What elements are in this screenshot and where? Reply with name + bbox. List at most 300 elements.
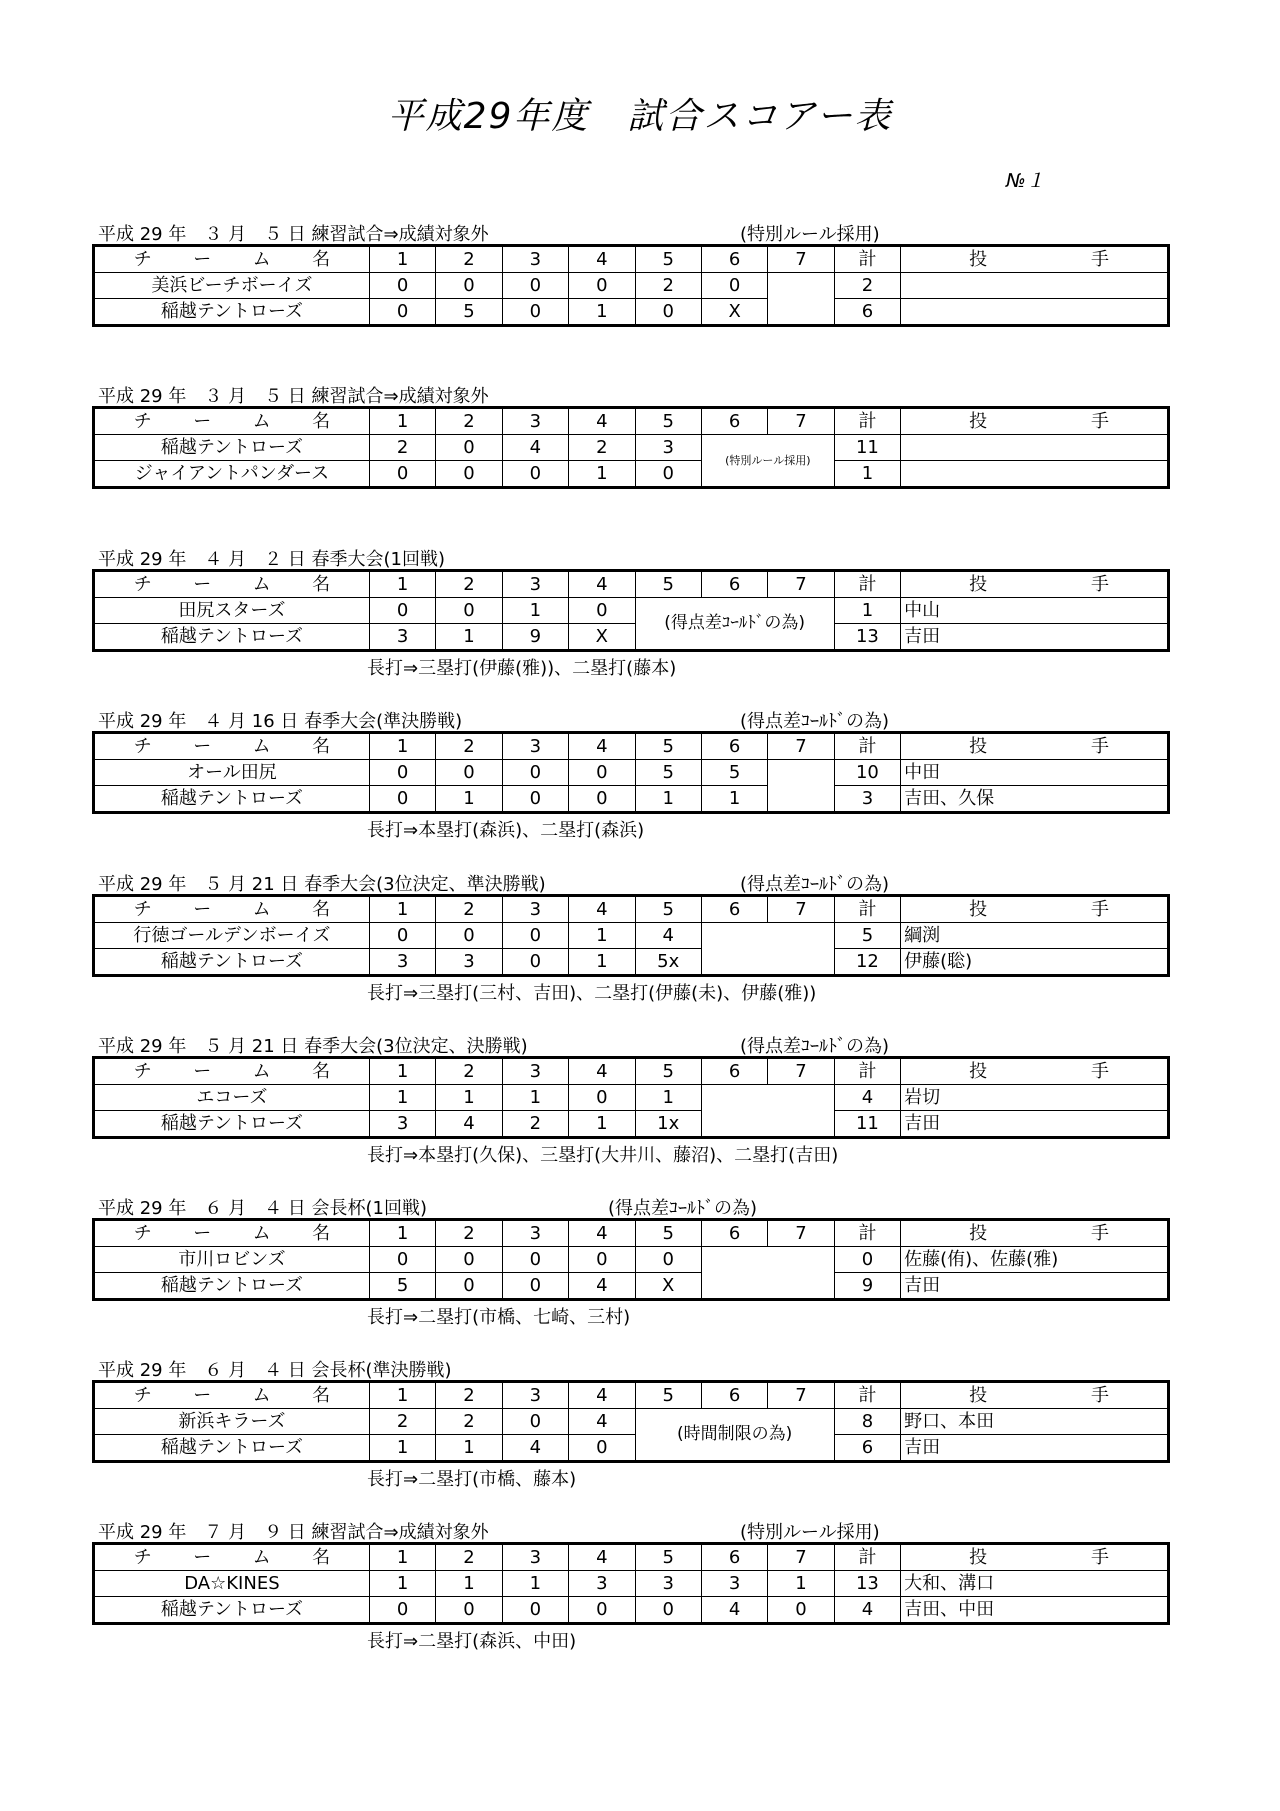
inning-header: 3 (502, 733, 568, 760)
inning-header: 1 (369, 246, 435, 273)
pitcher-header: 投 手 (901, 896, 1169, 923)
inning-score: 0 (569, 1597, 635, 1624)
inning-score: 1 (436, 786, 502, 813)
inning-score: 1 (436, 1571, 502, 1597)
pitcher-name: 吉田 (901, 1111, 1169, 1138)
total-header: 計 (834, 1058, 900, 1085)
header-row (94, 1058, 1169, 1085)
inning-header: 2 (436, 408, 502, 435)
team-name: 稲越テントローズ (94, 1273, 370, 1300)
inning-header: 6 (701, 1382, 767, 1409)
inning-score: 1 (436, 1435, 502, 1462)
inning-score: 1 (369, 1435, 435, 1462)
inning-score: 3 (436, 949, 502, 976)
inning-score: 0 (502, 1597, 568, 1624)
score-table (92, 244, 1170, 327)
inning-header: 4 (569, 571, 635, 598)
inning-score: 0 (369, 760, 435, 786)
extra-base-hits: 長打⇒本塁打(森浜)、二塁打(森浜) (367, 820, 645, 841)
inning-score: X (701, 299, 767, 326)
inning-score: 1 (369, 1085, 435, 1111)
inning-header: 3 (502, 1058, 568, 1085)
extra-base-hits: 長打⇒本塁打(久保)、三塁打(大井川、藤沼)、二塁打(吉田) (367, 1145, 839, 1166)
extra-base-hits: 長打⇒三塁打(三村、吉田)、二塁打(伊藤(未)、伊藤(雅)) (367, 983, 817, 1004)
extra-base-hits: 長打⇒二塁打(市橋、藤本) (367, 1469, 577, 1490)
inning-header: 4 (569, 733, 635, 760)
inning-header: 7 (768, 1220, 834, 1247)
total-header: 計 (834, 733, 900, 760)
inning-score: 0 (436, 273, 502, 299)
pitcher-header: 投 手 (901, 1544, 1169, 1571)
team-name: 稲越テントローズ (94, 1111, 370, 1138)
total-score: 5 (834, 923, 900, 949)
pitcher-name: 中山 (901, 598, 1169, 624)
total-score: 3 (834, 786, 900, 813)
team-row (94, 598, 1169, 624)
total-score: 1 (834, 461, 900, 488)
total-score: 4 (834, 1085, 900, 1111)
inning-score: 4 (502, 435, 568, 461)
game-block (92, 1030, 1170, 1165)
score-table (92, 731, 1170, 814)
inning-header: 2 (436, 1058, 502, 1085)
team-row (94, 949, 1169, 976)
inning-header: 2 (436, 896, 502, 923)
inning-score: 2 (569, 435, 635, 461)
inning-score: 0 (369, 299, 435, 326)
team-row (94, 760, 1169, 786)
team-header: チ ー ム 名 (94, 571, 370, 598)
team-row (94, 461, 1169, 488)
merged-note (701, 1085, 834, 1138)
game-note: (得点差ｺｰﾙﾄﾞの為) (740, 1036, 890, 1057)
inning-header: 6 (701, 733, 767, 760)
score-table (92, 406, 1170, 489)
inning-header: 3 (502, 408, 568, 435)
inning-score: 3 (635, 1571, 701, 1597)
inning-header: 4 (569, 408, 635, 435)
inning-score: 0 (569, 786, 635, 813)
inning-header: 1 (369, 1544, 435, 1571)
inning-header: 5 (635, 733, 701, 760)
inning-header: 1 (369, 408, 435, 435)
team-row (94, 1409, 1169, 1435)
pitcher-name: 野口、本田 (901, 1409, 1169, 1435)
pitcher-name: 綱渕 (901, 923, 1169, 949)
inning-header: 6 (701, 1220, 767, 1247)
inning-score: 0 (502, 1273, 568, 1300)
inning-header: 5 (635, 408, 701, 435)
pitcher-name: 吉田 (901, 1273, 1169, 1300)
score-table (92, 569, 1170, 652)
inning-score: 0 (436, 461, 502, 488)
inning-score: 0 (436, 1597, 502, 1624)
total-score: 11 (834, 1111, 900, 1138)
page-title: 平成29年度 試合スコアー表 (387, 96, 893, 137)
pitcher-name: 岩切 (901, 1085, 1169, 1111)
inning-score: 0 (502, 461, 568, 488)
header-row (94, 1220, 1169, 1247)
inning-score: 1 (502, 1085, 568, 1111)
inning-score: 2 (436, 1409, 502, 1435)
game-date-event: 平成 29 年 ６ 月 ４ 日 会長杯(1回戦) (98, 1198, 428, 1219)
merged-note (701, 1247, 834, 1300)
inning-score: 0 (569, 598, 635, 624)
extra-base-hits: 長打⇒三塁打(伊藤(雅))、二塁打(藤本) (367, 658, 677, 679)
inning-header: 2 (436, 246, 502, 273)
game-block (92, 543, 1170, 678)
game-header (92, 1516, 1170, 1542)
inning-score: 1 (701, 786, 767, 813)
inning-score: 4 (635, 923, 701, 949)
inning-header: 5 (635, 1220, 701, 1247)
team-header: チ ー ム 名 (94, 1220, 370, 1247)
header-row (94, 408, 1169, 435)
inning-score: 2 (635, 273, 701, 299)
team-name: 稲越テントローズ (94, 1435, 370, 1462)
team-name: DA☆KINES (94, 1571, 370, 1597)
inning-header: 7 (768, 896, 834, 923)
inning-score: 0 (635, 461, 701, 488)
inning-score: 1x (635, 1111, 701, 1138)
total-score: 10 (834, 760, 900, 786)
pitcher-name: 吉田 (901, 624, 1169, 651)
inning-score: 5 (369, 1273, 435, 1300)
team-row (94, 435, 1169, 461)
inning-header: 3 (502, 1382, 568, 1409)
pitcher-header: 投 手 (901, 1220, 1169, 1247)
total-score: 12 (834, 949, 900, 976)
inning-score: 1 (569, 461, 635, 488)
pitcher-name (901, 299, 1169, 326)
game-date-event: 平成 29 年 ３ 月 ５ 日 練習試合⇒成績対象外 (98, 386, 489, 407)
team-name: 稲越テントローズ (94, 1597, 370, 1624)
team-name: 田尻スターズ (94, 598, 370, 624)
game-block (92, 218, 1170, 327)
game-header (92, 380, 1170, 406)
page-number: №１ (1006, 170, 1045, 192)
pitcher-name (901, 461, 1169, 488)
game-note: (得点差ｺｰﾙﾄﾞの為) (740, 711, 890, 732)
inning-header: 3 (502, 1220, 568, 1247)
inning-score: 0 (569, 760, 635, 786)
inning-score: 1 (768, 1571, 834, 1597)
inning-score: 0 (502, 1247, 568, 1273)
inning-score: 5 (436, 299, 502, 326)
inning-header: 7 (768, 1382, 834, 1409)
team-row (94, 1273, 1169, 1300)
inning-score: 0 (369, 598, 435, 624)
game-block (92, 1192, 1170, 1327)
team-row (94, 923, 1169, 949)
total-score: 4 (834, 1597, 900, 1624)
inning-score: 4 (502, 1435, 568, 1462)
pitcher-name: 佐藤(侑)、佐藤(雅) (901, 1247, 1169, 1273)
inning-header: 3 (502, 896, 568, 923)
inning-score: 0 (569, 273, 635, 299)
game-date-event: 平成 29 年 ５ 月 21 日 春季大会(3位決定、準決勝戦) (98, 874, 546, 895)
inning-score: 1 (635, 786, 701, 813)
inning-score: 1 (369, 1571, 435, 1597)
inning-score: 0 (436, 435, 502, 461)
inning-header: 4 (569, 1058, 635, 1085)
team-header: チ ー ム 名 (94, 408, 370, 435)
inning-score: 0 (369, 923, 435, 949)
header-row (94, 246, 1169, 273)
total-score: 11 (834, 435, 900, 461)
score-table (92, 1056, 1170, 1139)
total-score: 6 (834, 1435, 900, 1462)
game-header (92, 1030, 1170, 1056)
team-row (94, 1111, 1169, 1138)
inning-score: 0 (569, 1247, 635, 1273)
pitcher-name: 大和、溝口 (901, 1571, 1169, 1597)
inning-header: 2 (436, 733, 502, 760)
inning-header: 6 (701, 246, 767, 273)
inning-score: 5x (635, 949, 701, 976)
inning-header: 1 (369, 1220, 435, 1247)
team-name: 稲越テントローズ (94, 786, 370, 813)
team-header: チ ー ム 名 (94, 1382, 370, 1409)
team-name: 稲越テントローズ (94, 624, 370, 651)
game-block (92, 1516, 1170, 1651)
team-row (94, 1085, 1169, 1111)
inning-score: 5 (701, 760, 767, 786)
inning-header: 6 (701, 1544, 767, 1571)
inning-score: 3 (569, 1571, 635, 1597)
inning-header: 5 (635, 571, 701, 598)
team-header: チ ー ム 名 (94, 246, 370, 273)
inning-header: 4 (569, 896, 635, 923)
total-header: 計 (834, 1544, 900, 1571)
total-header: 計 (834, 1220, 900, 1247)
pitcher-header: 投 手 (901, 1058, 1169, 1085)
inning-header: 7 (768, 733, 834, 760)
pitcher-name (901, 435, 1169, 461)
extra-base-hits: 長打⇒二塁打(森浜、中田) (367, 1631, 577, 1652)
team-name: 新浜キラーズ (94, 1409, 370, 1435)
merged-note (701, 923, 834, 976)
total-score: 1 (834, 598, 900, 624)
inning-score: 0 (569, 1085, 635, 1111)
team-header: チ ー ム 名 (94, 733, 370, 760)
total-score: 0 (834, 1247, 900, 1273)
inning-score: 1 (569, 299, 635, 326)
team-row (94, 1571, 1169, 1597)
inning-score: 1 (436, 1085, 502, 1111)
team-row (94, 1597, 1169, 1624)
inning-score: 3 (369, 949, 435, 976)
game-date-event: 平成 29 年 ３ 月 ５ 日 練習試合⇒成績対象外 (98, 224, 489, 245)
inning-header: 5 (635, 896, 701, 923)
inning-score: X (635, 1273, 701, 1300)
inning-score: 1 (436, 624, 502, 651)
inning-score: 2 (369, 435, 435, 461)
inning-score: 0 (436, 1247, 502, 1273)
inning-score: 0 (569, 1435, 635, 1462)
inning-score: 0 (502, 923, 568, 949)
pitcher-name: 吉田、久保 (901, 786, 1169, 813)
team-row (94, 1247, 1169, 1273)
total-score: 13 (834, 624, 900, 651)
pitcher-name: 吉田、中田 (901, 1597, 1169, 1624)
inning-score: 0 (502, 299, 568, 326)
inning-score: 3 (369, 624, 435, 651)
inning-score: 4 (436, 1111, 502, 1138)
inning-header: 3 (502, 571, 568, 598)
header-row (94, 733, 1169, 760)
game-date-event: 平成 29 年 ４ 月 ２ 日 春季大会(1回戦) (98, 549, 446, 570)
inning-header: 2 (436, 1382, 502, 1409)
team-row (94, 273, 1169, 299)
total-score: 13 (834, 1571, 900, 1597)
inning-score: 4 (701, 1597, 767, 1624)
game-note: (得点差ｺｰﾙﾄﾞの為) (608, 1198, 758, 1219)
inning-score: 1 (502, 598, 568, 624)
inning-header: 6 (701, 1058, 767, 1085)
inning-score: 0 (502, 1409, 568, 1435)
inning-score: 3 (369, 1111, 435, 1138)
total-score: 6 (834, 299, 900, 326)
team-header: チ ー ム 名 (94, 1544, 370, 1571)
total-score: 9 (834, 1273, 900, 1300)
inning-score: 1 (635, 1085, 701, 1111)
game-block (92, 705, 1170, 840)
game-note: (特別ルール採用) (740, 1522, 880, 1543)
merged-note: (時間制限の為) (635, 1409, 834, 1462)
team-name: 市川ロビンズ (94, 1247, 370, 1273)
inning-header: 4 (569, 1382, 635, 1409)
inning-header: 1 (369, 896, 435, 923)
inning-header: 7 (768, 571, 834, 598)
inning-score: 2 (369, 1409, 435, 1435)
game-header (92, 868, 1170, 894)
pitcher-name: 中田 (901, 760, 1169, 786)
score-table (92, 894, 1170, 977)
inning-score: 1 (569, 1111, 635, 1138)
inning-header: 5 (635, 1058, 701, 1085)
game-block (92, 380, 1170, 489)
team-header: チ ー ム 名 (94, 896, 370, 923)
score-table (92, 1380, 1170, 1463)
game-date-event: 平成 29 年 ５ 月 21 日 春季大会(3位決定、決勝戦) (98, 1036, 528, 1057)
inning-score: 3 (635, 435, 701, 461)
inning-score: 0 (635, 1247, 701, 1273)
inning-header: 5 (635, 246, 701, 273)
inning-header: 7 (768, 408, 834, 435)
inning-header: 1 (369, 1058, 435, 1085)
inning-score: 0 (436, 1273, 502, 1300)
game-header (92, 218, 1170, 244)
team-header: チ ー ム 名 (94, 1058, 370, 1085)
inning-score: 0 (436, 598, 502, 624)
game-header (92, 705, 1170, 731)
total-header: 計 (834, 408, 900, 435)
total-score: 8 (834, 1409, 900, 1435)
team-name: 美浜ビーチボーイズ (94, 273, 370, 299)
inning-score: 0 (635, 1597, 701, 1624)
inning-score: 3 (701, 1571, 767, 1597)
inning-score: 5 (635, 760, 701, 786)
header-row (94, 1544, 1169, 1571)
game-header (92, 1192, 1170, 1218)
team-name: 行徳ゴールデンボーイズ (94, 923, 370, 949)
inning-score: 0 (502, 949, 568, 976)
inning-score: 0 (369, 273, 435, 299)
inning-score: 0 (436, 760, 502, 786)
inning-header: 4 (569, 1220, 635, 1247)
inning-header: 6 (701, 571, 767, 598)
game-header (92, 1354, 1170, 1380)
score-table (92, 1542, 1170, 1625)
inning-score: 0 (635, 299, 701, 326)
inning-header: 4 (569, 1544, 635, 1571)
header-row (94, 571, 1169, 598)
game-note: (特別ルール採用) (740, 224, 880, 245)
game-block (92, 1354, 1170, 1489)
inning-header: 2 (436, 571, 502, 598)
inning-header: 7 (768, 246, 834, 273)
score-table (92, 1218, 1170, 1301)
inning-header: 5 (635, 1382, 701, 1409)
inning-score: 4 (569, 1409, 635, 1435)
pitcher-header: 投 手 (901, 571, 1169, 598)
team-row (94, 299, 1169, 326)
inning-score: 9 (502, 624, 568, 651)
inning-score: 0 (369, 1597, 435, 1624)
pitcher-header: 投 手 (901, 1382, 1169, 1409)
game-date-event: 平成 29 年 ４ 月 16 日 春季大会(準決勝戦) (98, 711, 463, 732)
pitcher-name: 吉田 (901, 1435, 1169, 1462)
inning-header: 7 (768, 1544, 834, 1571)
inning-header: 1 (369, 733, 435, 760)
inning-score: 0 (502, 760, 568, 786)
game-date-event: 平成 29 年 ７ 月 ９ 日 練習試合⇒成績対象外 (98, 1522, 489, 1543)
team-name: 稲越テントローズ (94, 949, 370, 976)
inning-header: 2 (436, 1544, 502, 1571)
game-block (92, 868, 1170, 1003)
total-header: 計 (834, 246, 900, 273)
inning-score: 1 (569, 923, 635, 949)
merged-note: (得点差ｺｰﾙﾄﾞの為) (635, 598, 834, 651)
inning-header: 1 (369, 571, 435, 598)
total-score: 2 (834, 273, 900, 299)
inning-score: 1 (569, 949, 635, 976)
inning-score: 0 (502, 786, 568, 813)
inning-header: 1 (369, 1382, 435, 1409)
inning-header: 3 (502, 246, 568, 273)
inning-blank (768, 273, 834, 326)
team-name: エコーズ (94, 1085, 370, 1111)
pitcher-name (901, 273, 1169, 299)
inning-header: 2 (436, 1220, 502, 1247)
team-row (94, 624, 1169, 651)
inning-header: 6 (701, 408, 767, 435)
team-row (94, 786, 1169, 813)
inning-blank (768, 760, 834, 813)
team-name: 稲越テントローズ (94, 299, 370, 326)
pitcher-header: 投 手 (901, 246, 1169, 273)
inning-score: 1 (502, 1571, 568, 1597)
pitcher-header: 投 手 (901, 408, 1169, 435)
team-name: 稲越テントローズ (94, 435, 370, 461)
inning-score: 0 (701, 273, 767, 299)
total-header: 計 (834, 1382, 900, 1409)
extra-base-hits: 長打⇒二塁打(市橋、七崎、三村) (367, 1307, 631, 1328)
merged-note: (特別ルール採用) (701, 435, 834, 488)
team-name: ジャイアントパンダース (94, 461, 370, 488)
inning-score: 4 (569, 1273, 635, 1300)
